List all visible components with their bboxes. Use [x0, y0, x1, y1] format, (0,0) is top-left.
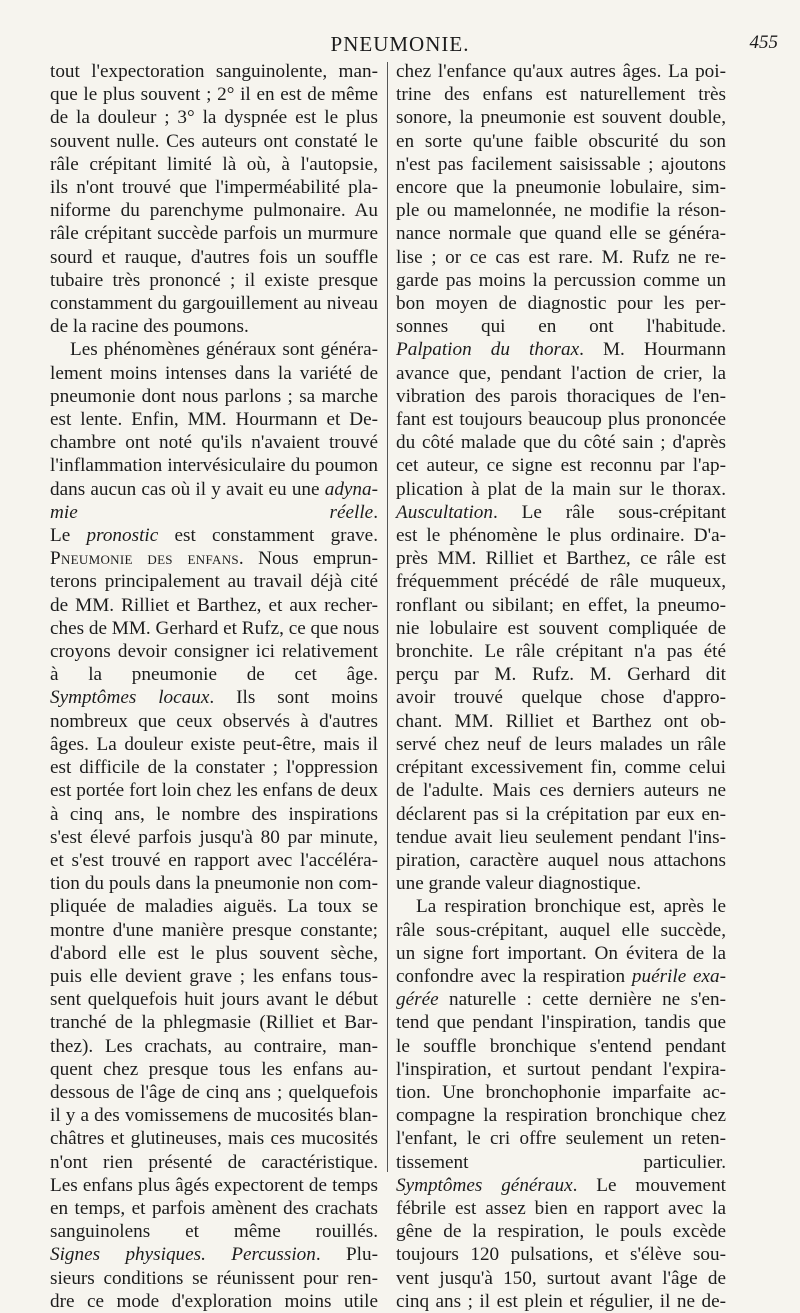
text-line	[50, 362, 378, 385]
italic-text: Signes physiques. Percussion	[50, 1244, 316, 1266]
text-line	[50, 570, 378, 593]
text-line	[50, 1243, 378, 1266]
text-run: et s'est trouvé en rapport avec l'accéléra-	[50, 849, 378, 871]
text-run: châtres et glutineuses, mais ces mucosités	[50, 1128, 378, 1150]
text-run: râle crépitant limité là où, à l'autopsie,	[50, 153, 378, 175]
text-run: tend que pendant l'inspiration, tandis que	[396, 1012, 726, 1034]
page-number: 455	[749, 32, 778, 53]
italic-text: Palpation du thorax	[396, 339, 580, 361]
text-line	[50, 826, 378, 849]
text-run: sent quelquefois huit jours avant le début	[50, 989, 378, 1011]
text-line	[50, 779, 378, 802]
text-run: dre ce mode d'exploration moins utile	[50, 1290, 378, 1312]
text-line	[50, 919, 378, 942]
italic-text: pronostic	[86, 525, 159, 547]
text-run: de MM. Rilliet et Barthez, et aux recher-	[50, 594, 378, 616]
text-line	[396, 315, 726, 338]
italic-text: Symptômes généraux	[396, 1174, 573, 1196]
text-run: souvent nulle. Ces auteurs ont constaté le	[50, 130, 378, 152]
text-run: niforme du parenchyme pulmonaire. Au	[50, 200, 378, 222]
text-run: . Le mouvement	[572, 1174, 727, 1196]
text-run: . Le râle sous-crépitant	[493, 501, 726, 523]
text-run: est difficile de la constater ; l'oppression	[50, 757, 378, 779]
text-line	[50, 1081, 378, 1104]
text-line	[50, 478, 378, 501]
text-run: l'inflammation intervésiculaire du poumon	[50, 455, 378, 477]
text-run: Le	[50, 525, 87, 547]
text-run: l'enfant, le cri offre seulement un reten-	[396, 1128, 726, 1150]
text-line	[50, 895, 378, 918]
text-line	[396, 779, 726, 802]
text-run: ches de MM. Gerhard et Rufz, ce que nous	[50, 617, 380, 639]
text-run: près MM. Rilliet et Barthez, ce râle est	[396, 548, 726, 570]
text-run: que le plus souvent ; 2° il en est de même	[50, 84, 378, 106]
text-line	[396, 594, 726, 617]
text-run: quent chez presque tous les enfans au-	[50, 1058, 378, 1080]
text-run: piration, caractère auquel nous attachons	[396, 849, 726, 871]
text-run: tissement particulier.	[396, 1151, 726, 1173]
text-run: de la racine des poumons.	[50, 316, 249, 338]
text-run: tion du pouls dans la pneumonie non com-	[50, 873, 378, 895]
text-line	[396, 849, 726, 872]
text-line	[396, 988, 726, 1011]
text-run: est lente. Enfin, MM. Hourmann et De-	[50, 409, 378, 431]
text-run: perçu par M. Rufz. M. Gerhard dit	[396, 664, 726, 686]
text-line	[50, 130, 378, 153]
text-run: ple ou mamelonnée, ne modifie la réson-	[396, 200, 726, 222]
text-line	[396, 1174, 726, 1197]
text-line	[50, 617, 378, 640]
text-line	[396, 547, 726, 570]
text-line	[396, 292, 726, 315]
text-run: trine des enfans est naturellement très	[396, 84, 726, 106]
text-run: chez l'enfance qu'aux autres âges. La poi-	[396, 61, 726, 82]
text-line	[50, 733, 378, 756]
text-run: naturelle : cette dernière ne s'en-	[438, 989, 726, 1011]
text-run: lement moins intenses dans la variété de	[50, 362, 378, 384]
text-run: tendue avait lieu seulement pendant l'ins-	[396, 826, 726, 848]
text-run: tion. Une bronchophonie imparfaite ac-	[396, 1081, 726, 1103]
text-run: compagne la respiration bronchique chez	[396, 1105, 726, 1127]
text-run: sourd et rauque, d'autres fois un souffle	[50, 246, 378, 268]
text-run: en sorte qu'une faible obscurité du son	[396, 130, 726, 152]
text-run: pneumonie dont nous parlons ; sa marche	[50, 385, 378, 407]
text-line	[50, 454, 378, 477]
column-divider	[387, 62, 388, 1172]
text-run: constamment du gargouillement au niveau	[50, 293, 378, 315]
text-line	[396, 1243, 726, 1266]
text-run: déclarent pas si la crépitation par eux en-	[396, 803, 726, 825]
text-run: thez). Les crachats, au contraire, man-	[50, 1035, 378, 1057]
text-run: ils n'ont trouvé que l'imperméabilité pla-	[50, 177, 378, 199]
text-line	[396, 524, 726, 547]
italic-text: puérile exa-	[631, 965, 726, 987]
text-line	[50, 1011, 378, 1034]
text-line	[396, 1267, 726, 1290]
text-run: d'abord elle est le plus souvent sèche,	[50, 942, 378, 964]
text-line	[50, 222, 378, 245]
text-run: fébrile est assez bien en rapport avec la	[396, 1197, 726, 1219]
text-run: sonnes qui en ont l'habitude.	[396, 316, 726, 338]
text-run: tout l'expectoration sanguinolente, man-	[50, 61, 378, 82]
text-line	[396, 640, 726, 663]
text-line	[50, 1058, 378, 1081]
text-run: La respiration bronchique est, après le	[416, 896, 726, 918]
text-run: confondre avec la respiration	[396, 965, 632, 987]
text-line	[50, 153, 378, 176]
text-line	[396, 478, 726, 501]
text-line	[50, 1151, 378, 1174]
text-line	[50, 83, 378, 106]
text-run: vent jusqu'à 150, surtout avant l'âge de	[396, 1267, 726, 1289]
text-line	[396, 895, 726, 918]
text-run: .	[373, 501, 378, 523]
text-run: fant est toujours beaucoup plus prononcée	[396, 409, 726, 431]
text-line	[396, 570, 726, 593]
text-line	[396, 153, 726, 176]
text-line	[396, 617, 726, 640]
text-run: . Plu-	[315, 1244, 378, 1266]
text-line	[396, 222, 726, 245]
text-run: sieurs conditions se réunissent pour ren-	[50, 1267, 378, 1289]
text-run: est le phénomène le plus ordinaire. D'a-	[396, 525, 726, 547]
text-line	[50, 547, 378, 570]
text-line	[396, 501, 726, 524]
text-line	[50, 663, 378, 686]
text-line	[50, 1290, 378, 1313]
left-column	[50, 60, 378, 1313]
text-line	[50, 640, 378, 663]
text-line	[50, 988, 378, 1011]
text-line	[396, 1035, 726, 1058]
text-run: s'est élevé parfois jusqu'à 80 par minute,	[50, 826, 378, 848]
text-run: avance que, pendant l'action de crier, la	[396, 362, 726, 384]
text-run: un signe fort important. On évitera de la	[396, 942, 726, 964]
text-line	[50, 292, 378, 315]
right-column	[396, 60, 726, 1313]
text-run: pliquée de maladies aiguës. La toux se	[50, 896, 378, 918]
text-line	[50, 338, 378, 361]
text-line	[396, 756, 726, 779]
text-line	[396, 1290, 726, 1313]
text-line	[396, 1220, 726, 1243]
text-line	[396, 130, 726, 153]
text-run: tranché de la phlegmasie (Rilliet et Bar-	[50, 1012, 378, 1034]
text-run: n'est pas facilement saisissable ; ajoutons	[396, 153, 726, 175]
text-run: âges. La douleur existe peut-être, mais il	[50, 733, 378, 755]
text-run: . Nous emprun-	[238, 548, 378, 570]
text-run: bon moyen de diagnostic pour les per-	[396, 293, 726, 315]
text-line	[50, 849, 378, 872]
text-run: chant. MM. Rilliet et Barthez ont ob-	[396, 710, 726, 732]
text-line	[396, 686, 726, 709]
text-run: il y a des vomissemens de mucosités blan-	[50, 1105, 378, 1127]
running-title: PNEUMONIE.	[330, 32, 470, 56]
text-run: du côté malade que du côté sain ; d'après	[396, 432, 726, 454]
text-run: garde pas moins la percussion comme un	[396, 269, 726, 291]
text-line	[396, 362, 726, 385]
text-run: râle sous-crépitant, auquel elle succède,	[396, 919, 726, 941]
text-line	[50, 199, 378, 222]
text-line	[396, 431, 726, 454]
text-run: toujours 120 pulsations, et s'élève sou-	[396, 1244, 726, 1266]
text-run: râle crépitant succède parfois un murmure	[50, 223, 378, 245]
text-line	[50, 756, 378, 779]
text-line	[396, 710, 726, 733]
text-line	[50, 965, 378, 988]
text-run: est constamment grave.	[158, 525, 378, 547]
text-run: plication à plat de la main sur le thorax.	[396, 478, 726, 500]
text-run: en temps, et parfois amènent des crachats	[50, 1197, 378, 1219]
text-run: l'inspiration, et surtout pendant l'expira-	[396, 1058, 726, 1080]
text-line	[50, 1267, 378, 1290]
text-run: est portée fort loin chez les enfans de deux	[50, 780, 378, 802]
text-run: montre d'une manière presque constante;	[50, 919, 378, 941]
text-line	[396, 1151, 726, 1174]
text-line	[50, 431, 378, 454]
text-line	[396, 965, 726, 988]
text-line	[396, 733, 726, 756]
text-line	[396, 385, 726, 408]
text-line	[50, 246, 378, 269]
text-run: cinq ans ; il est plein et régulier, il ne de-	[396, 1290, 726, 1312]
text-run: Les enfans plus âgés expectorent de temps	[50, 1174, 378, 1196]
text-line	[396, 199, 726, 222]
text-run: n'ont rien présenté de caractéristique.	[50, 1151, 378, 1173]
text-run: nie lobulaire est souvent compliquée de	[396, 617, 726, 639]
text-line	[50, 60, 378, 83]
text-run: lise ; or ce cas est rare. M. Rufz ne re-	[396, 246, 726, 268]
text-line	[396, 269, 726, 292]
text-line	[50, 803, 378, 826]
text-run: bronchite. Le râle crépitant n'a pas été	[396, 641, 726, 663]
text-run: fréquemment précédé de râle muqueux,	[396, 571, 726, 593]
text-line	[50, 1197, 378, 1220]
text-line	[50, 942, 378, 965]
italic-text: gérée	[396, 989, 439, 1011]
text-line	[50, 524, 378, 547]
text-run: à la pneumonie de cet âge.	[50, 664, 378, 686]
text-line	[50, 385, 378, 408]
text-line	[396, 872, 726, 895]
text-run: de la douleur ; 3° la dyspnée est le plus	[50, 107, 378, 129]
text-line	[50, 686, 378, 709]
text-line	[396, 338, 726, 361]
text-line	[396, 83, 726, 106]
text-line	[396, 942, 726, 965]
text-run: sonore, la pneumonie est souvent double,	[396, 107, 726, 129]
text-run: chambre ont noté qu'ils n'avaient trouvé	[50, 432, 378, 454]
text-run: vibration des parois thoraciques de l'en-	[396, 385, 726, 407]
text-line	[50, 1174, 378, 1197]
text-line	[50, 269, 378, 292]
text-line	[50, 315, 378, 338]
text-line	[50, 710, 378, 733]
text-run: nombreux que ceux observés à d'autres	[50, 710, 378, 732]
italic-text: adyna-	[324, 478, 378, 500]
text-run: croyons devoir consigner ici relativement	[50, 641, 378, 663]
text-line	[50, 872, 378, 895]
text-line	[396, 1104, 726, 1127]
text-line	[396, 803, 726, 826]
text-line	[50, 1220, 378, 1243]
text-run: . M. Hourmann	[579, 339, 726, 361]
italic-text: Symptômes locaux	[50, 687, 210, 709]
text-line	[50, 106, 378, 129]
italic-text: mie réelle	[50, 501, 374, 523]
text-run: gêne de la respiration, le pouls excède	[396, 1221, 726, 1243]
text-line	[396, 826, 726, 849]
text-run: crépitant excessivement fin, comme celui	[396, 757, 726, 779]
text-line	[396, 176, 726, 199]
text-line	[396, 246, 726, 269]
text-line	[396, 1197, 726, 1220]
text-run: avoir trouvé quelque chose d'appro-	[396, 687, 726, 709]
text-line	[396, 663, 726, 686]
text-run: le souffle bronchique s'entend pendant	[396, 1035, 726, 1057]
text-run: de l'adulte. Mais ces derniers auteurs ne	[396, 780, 726, 802]
text-line	[396, 919, 726, 942]
text-line	[396, 60, 726, 83]
page-header	[0, 30, 800, 60]
text-run: . Ils sont moins	[209, 687, 378, 709]
text-run: une grande valeur diagnostique.	[396, 873, 642, 895]
text-line	[50, 501, 378, 524]
italic-text: Auscultation	[396, 501, 493, 523]
text-run: cet auteur, ce signe est reconnu par l'ap-	[396, 455, 726, 477]
text-run: ronflant ou sibilant; en effet, la pneumo-	[396, 594, 726, 616]
text-line	[50, 176, 378, 199]
text-line	[50, 594, 378, 617]
text-run: encore que la pneumonie lobulaire, sim-	[396, 177, 726, 199]
text-run: nance normale que quand elle se généra-	[396, 223, 726, 245]
text-run: dans aucun cas où il y avait eu une	[50, 478, 325, 500]
text-line	[50, 1127, 378, 1150]
text-line	[396, 454, 726, 477]
text-line	[396, 408, 726, 431]
text-line	[50, 1035, 378, 1058]
text-line	[50, 408, 378, 431]
text-run: terons principalement au travail déjà cité	[50, 571, 378, 593]
small-caps-text: Pneumonie des enfans	[50, 548, 239, 570]
text-run: à cinq ans, le nombre des inspirations	[50, 803, 378, 825]
text-line	[396, 1127, 726, 1150]
text-line	[396, 1011, 726, 1034]
text-run: tubaire très prononcé ; il existe presque	[50, 269, 378, 291]
text-run: sanguinolens et même rouillés.	[50, 1221, 378, 1243]
text-line	[50, 1104, 378, 1127]
text-line	[396, 1081, 726, 1104]
text-run: Les phénomènes généraux sont généra-	[70, 339, 378, 361]
text-line	[396, 1058, 726, 1081]
text-run: puis elle devient grave ; les enfans tous-	[50, 965, 378, 987]
text-run: dessous de l'âge de cinq ans ; quelquefois	[50, 1081, 378, 1103]
text-line	[396, 106, 726, 129]
text-run: servé chez neuf de leurs malades un râle	[396, 733, 726, 755]
